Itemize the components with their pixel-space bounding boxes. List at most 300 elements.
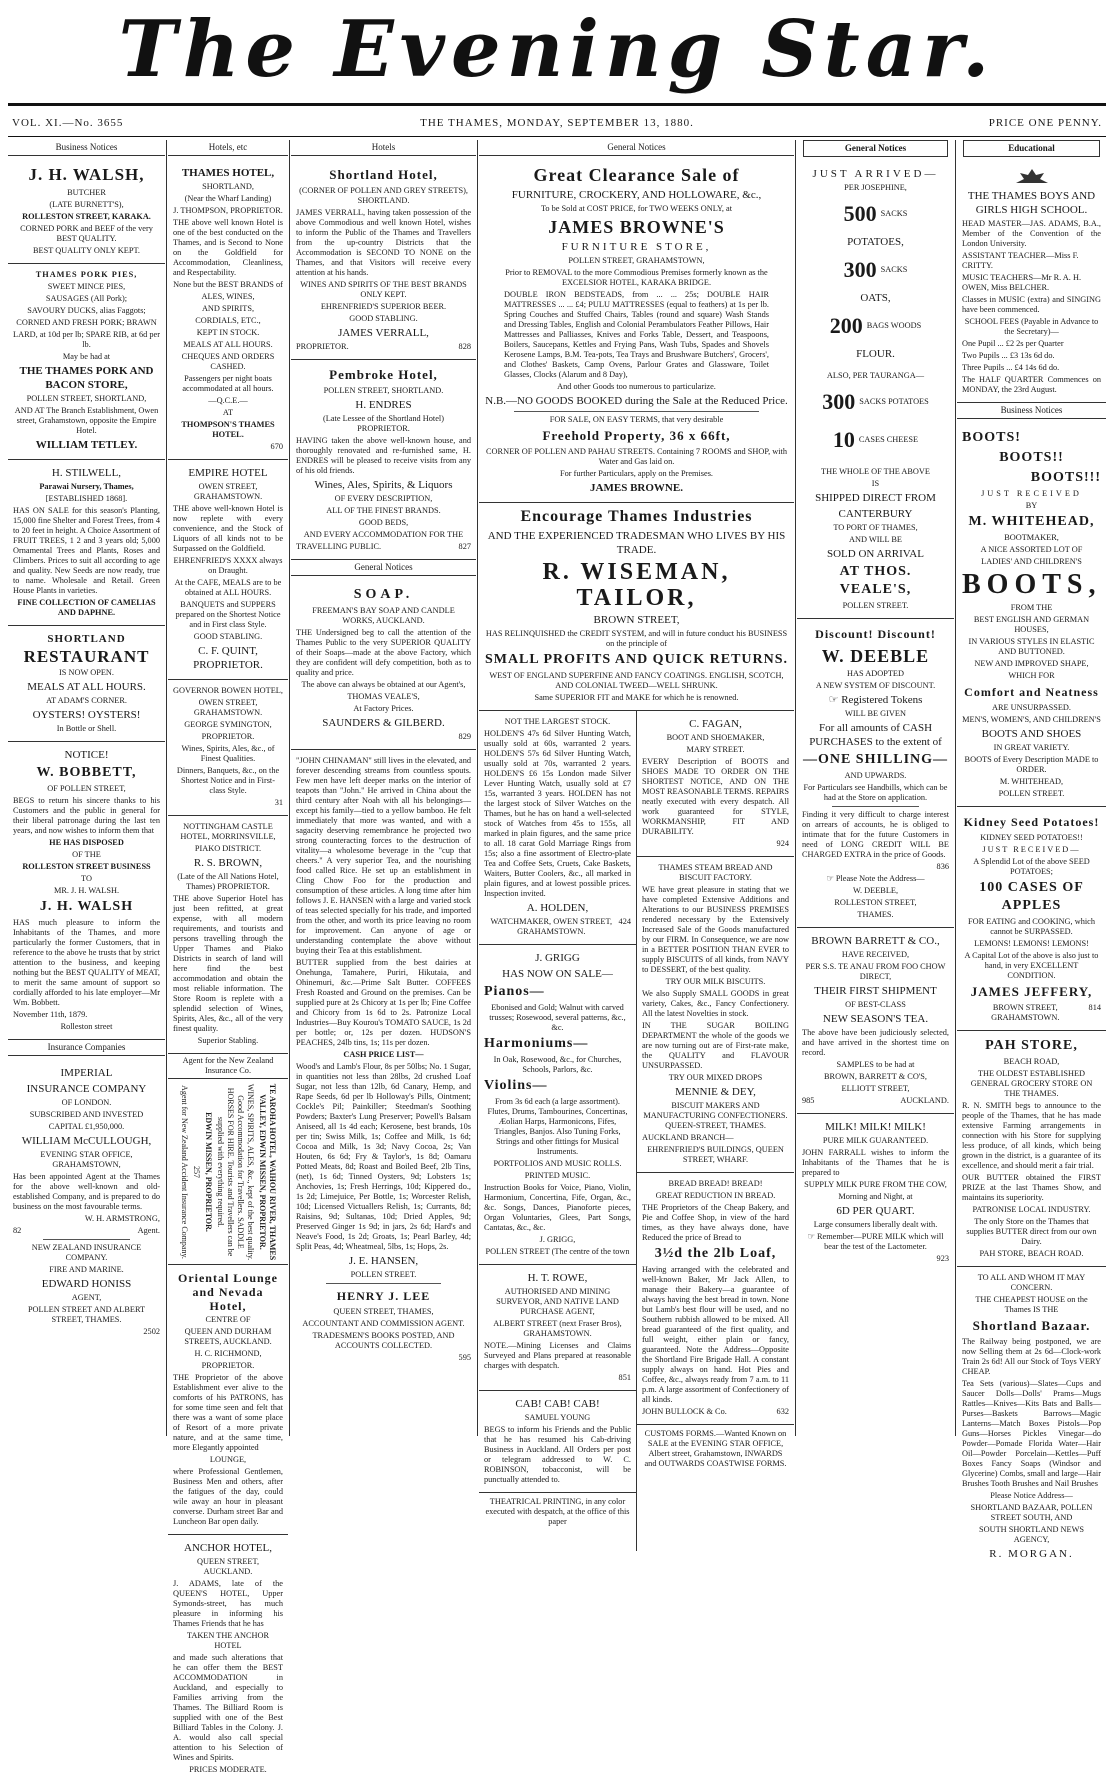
ad-line: AUCKLAND BRANCH—: [642, 1133, 734, 1142]
ad-body: JOHN FARRALL wishes to inform the Inhabitants of the Thames that he is prepared to: [802, 1148, 949, 1177]
ad-line: FIRE AND MARINE.: [49, 1265, 124, 1274]
ad-reference-number: 424: [618, 917, 631, 926]
advertiser-name: C. F. QUINT, PROPRIETOR.: [193, 645, 263, 671]
ad-body: J. ADAMS, late of the QUEEN'S HOTEL, Upper Symonds-street, has much pleasure in informing his Thames Friends that he has: [173, 1579, 283, 1628]
ad-line: (Near the Wharf Landing): [184, 194, 272, 203]
ad-line: CORNED PORK and BEEF of the very BEST QUALITY.: [20, 224, 153, 243]
ad-farrall-milk: [797, 1114, 954, 1271]
masthead-rule: [8, 103, 1106, 106]
ad-heading: SOAP.: [353, 587, 414, 602]
ad-line: Dinners, Banquets, &c., on the Shortest Notice and in First-class Style.: [176, 766, 280, 795]
ad-heading: THE THAMES BOYS AND GIRLS HIGH SCHOOL.: [967, 190, 1096, 216]
unit: BAGS WOODS: [866, 321, 922, 330]
ad-body: IN THE SUGAR BOILING DEPARTMENT the whole of the goods we are now turning out are of First-rate make, the QUALITY and FLAVOUR UNSURPASSED.: [642, 1021, 789, 1070]
ad-te-aroha-hotel: [168, 1079, 288, 1265]
advertiser-name: R. WISEMAN, TAILOR,: [542, 559, 731, 611]
ad-body: HAVING taken the above well-known house, and thoroughly renovated and re-furnished same, H. ENDRES will be pleased to receive visits from any of his old friends.: [296, 436, 471, 475]
ad-line: AUCKLAND.: [900, 1096, 949, 1105]
advertiser-name: H. ENDRES: [355, 399, 412, 411]
ad-line: The only Store on the Thames that supplies BUTTER direct from our own Dairy.: [966, 1217, 1097, 1246]
ad-address: (CORNER OF POLLEN AND GREY STREETS), SHORTLAND.: [299, 186, 468, 205]
ad-reference-number: 923: [936, 1254, 949, 1263]
ad-heading: CAB! CAB! CAB!: [515, 1398, 600, 1410]
ad-line: PRICES MODERATE.: [189, 1765, 267, 1774]
ad-heading: SMALL PROFITS AND QUICK RETURNS.: [484, 652, 789, 667]
ad-heading: BOOTS AND SHOES: [981, 728, 1082, 740]
ad-line: THAMES.: [857, 910, 894, 919]
ad-line: For further Particulars, apply on the Premises.: [560, 469, 713, 478]
ad-line: Agent for the New Zealand Insurance Co.: [168, 1054, 288, 1079]
ad-reference-number: 31: [274, 798, 283, 807]
ad-heading: Oriental Lounge and Nevada Hotel,: [177, 1271, 278, 1313]
column-rule: [289, 140, 290, 1436]
advertiser-name: J. E. HANSEN,: [348, 1255, 419, 1267]
advertiser-name: A. HOLDEN,: [526, 902, 589, 914]
ad-line: [802, 1232, 949, 1252]
ad-heading: SHORTLAND: [47, 633, 126, 645]
ad-heading: Harmoniums—: [484, 1036, 589, 1051]
ad-line: SOLD ON ARRIVAL: [827, 548, 924, 560]
divider: [514, 411, 759, 412]
ad-line: Morning and Night, at: [838, 1192, 913, 1201]
ad-shortland-hotel: [291, 160, 476, 360]
ad-pembroke-hotel: [291, 360, 476, 560]
advertiser-name: J. H. WALSH: [39, 899, 134, 914]
ad-governor-bowen-hotel: [168, 680, 288, 816]
dateline-rule: [8, 136, 1106, 137]
ad-line: Rolleston street: [60, 1022, 113, 1031]
ad-line: THOMPSON'S THAMES HOTEL.: [181, 420, 275, 439]
ad-line: SHIPPED DIRECT FROM: [815, 492, 936, 504]
ad-line: JUST RECEIVED—: [982, 845, 1081, 854]
ad-line: [ESTABLISHED 1868].: [45, 494, 128, 503]
ad-mennie-dey-biscuits: [637, 857, 794, 1173]
advertiser-name: M. WHITEHEAD,: [999, 777, 1064, 786]
ad-line: FOR EATING and COOKING, which cannot be SURPASSED.: [968, 917, 1095, 936]
ad-reference-number: 828: [458, 342, 471, 351]
section-heading: Business Notices: [957, 403, 1106, 419]
produce-line: [802, 195, 949, 233]
ad-line: Agent for New Zealand Accident Insurance Company.: [180, 1084, 189, 1259]
ad-body: THE above Superior Hotel has just been refitted, at great expense, with all modern requirements, and tourists and persons travelling through the Upper Thames and Piako Districts in search of land will here find the best accommodation and obtain the most reliable information. The Store Room is replete with a splendid selection of Wines, Spirits, Ales, &c., all of the very finest quality.: [173, 894, 283, 1033]
ad-brown-barrett-tea: [797, 928, 954, 1114]
ad-line: PER JOSEPHINE,: [844, 183, 907, 192]
advertiser-name: AT THOS. VEALE'S,: [839, 564, 912, 597]
ad-line: OF LONDON.: [61, 1098, 112, 1107]
ad-line: ASSISTANT TEACHER—Miss F. CRITTY.: [962, 251, 1079, 270]
ad-cheap-bakery: [637, 1173, 794, 1425]
ad-line: (Late of the All Nations Hotel, Thames) PROPRIETOR.: [177, 872, 279, 891]
ad-line: A Capital Lot of the above is also just to hand, in very EXCELLENT CONDITION.: [964, 951, 1099, 980]
ad-body: and made such alterations that he can offer them the BEST ACCOMMODATION in Auckland, and especially to Families arriving from the Thames. The Billiard Room is supplied with one of the Best Billiard Tables in the Colony. J. A. would also call special attention to his Selection of Wines and Spirits.: [173, 1653, 283, 1762]
ad-line: AT: [222, 408, 234, 417]
ad-line: PER S.S. TE ANAU FROM FOO CHOW DIRECT,: [805, 962, 946, 981]
ad-heading: NEW SEASON'S TEA.: [822, 1013, 929, 1025]
ad-line: IN GREAT VARIETY.: [993, 743, 1070, 752]
ad-line: OF BEST-CLASS: [845, 1000, 906, 1009]
ad-reference-number: 2502: [143, 1327, 160, 1336]
ad-hansen-grocer: [291, 750, 476, 1370]
ad-line: MR. J. H. WALSH.: [53, 886, 120, 895]
ad-line: A NEW SYSTEM OF DISCOUNT.: [815, 681, 936, 690]
ad-heading: THE THAMES PORK AND BACON STORE,: [19, 365, 154, 391]
ad-body: WE have great pleasure in stating that we have completed Extensive Additions and Alterations to our BUSINESS PREMISES rendered necessary by the Extensively Increased Sale of the Goods manufactured by our FIRM. In Consequence, we are now in a BETTER POSITION THAN EVER to supply BISCUITS of all kinds, from NAVY to DESSERT, of the best quality.: [642, 885, 789, 974]
ad-line: May be had at: [62, 352, 111, 361]
ad-line: AND WILL BE: [849, 535, 902, 544]
advertiser-name: H. C. RICHMOND,: [194, 1349, 262, 1358]
ad-oriental-lounge: [168, 1265, 288, 1535]
unit: SACKS POTATOES: [859, 397, 929, 406]
ad-line: For all amounts of CASH PURCHASES to the extent of: [809, 722, 942, 748]
ad-line: TO: [81, 874, 92, 883]
ad-reference-number: 924: [776, 839, 789, 848]
two-column-block: [479, 711, 794, 1551]
ad-heading: Shortland Bazaar.: [972, 1318, 1091, 1333]
ad-line: OF THE: [72, 850, 101, 859]
ad-line: THE CHEAPEST HOUSE on the Thames IS THE: [975, 1295, 1088, 1314]
section-heading: General Notices: [803, 140, 948, 157]
advertiser-name: EDWIN MISSEN, PROPRIETOR.: [204, 1111, 213, 1232]
ad-line: BANQUETS and SUPPERS prepared on the Shortest Notice and in First class Style.: [175, 600, 281, 629]
ad-address: POLLEN STREET.: [998, 789, 1065, 798]
ad-body: BUTTER supplied from the best dairies at Onehunga, Tamahere, Puriri, Hikutaia, and Ohinemuri, &c.—Prime Salt Butter. COFFEES Fresh Roasted and Ground on the premises. Can be supplied pure at 2s Chicory at 1s per lb; Fine Coffee and Chicory from 1s 6d to 2s. Patronize Local Industries—Buy Kourou's TOMATO SAUCE, 1s 2d per bottle; or, 12s per dozen. HUDSON'S PEACHES, 24lb tins, 1s; 11s per dozen.: [296, 958, 471, 1047]
advertiser-name: SAUNDERS & GILBERD.: [322, 717, 445, 729]
ad-empire-hotel: [168, 460, 288, 680]
ad-line: POTATOES,: [847, 236, 904, 248]
pointing-hand-icon: ☞: [807, 1232, 817, 1241]
ad-reference-number: 670: [270, 442, 283, 451]
ad-line: FOR SALE, ON EASY TERMS, that very desirable: [549, 415, 724, 424]
ad-line: AND THE EXPERIENCED TRADESMAN WHO LIVES BY HIS TRADE.: [487, 530, 786, 556]
ad-line: PROPRIETOR.: [201, 732, 255, 741]
ad-james-browne-clearance: [479, 160, 794, 503]
advertiser-name: R. MORGAN.: [989, 1548, 1074, 1560]
ad-line: THOMAS VEALE'S,: [347, 692, 420, 701]
ad-line: ACCOUNTANT AND COMMISSION AGENT.: [302, 1319, 465, 1328]
ad-line: Same SUPERIOR FIT and MAKE for which he is renowned.: [534, 693, 739, 702]
ad-body: Ebonised and Gold; Walnut with carved trusses; Rosewood, several patterns, &c., &c.: [489, 1003, 626, 1032]
ad-line: CORDIALS, ETC.,: [195, 316, 261, 325]
divider: [326, 1283, 441, 1284]
ad-freemans-bay-soap: [291, 580, 476, 750]
ad-line: AND EVERY ACCOMMODATION FOR THE: [303, 530, 464, 539]
ad-line: ROLLESTON STREET BUSINESS: [22, 862, 151, 871]
ad-reference-number: 836: [936, 862, 949, 871]
ad-line: AND AT The Branch Establishment, Owen street, Grahamstown, opposite the Empire Hotel.: [14, 406, 159, 435]
ad-bobbett-notice: [8, 742, 165, 1040]
ad-heading: CASH PRICE LIST—: [343, 1050, 424, 1059]
quantity: 10: [832, 427, 855, 452]
ad-shortland-bazaar: [957, 1267, 1106, 1568]
ad-line: (Late Lessee of the Shortland Hotel) PROPRIETOR.: [323, 414, 444, 433]
newspaper-title: The Evening Star.: [118, 4, 996, 95]
ad-address: SHORTLAND,: [202, 182, 254, 191]
ad-heading: NOTTINGHAM CASTLE HOTEL, MORRINSVILLE,: [180, 822, 276, 841]
ad-line: BROWN, BARRETT & CO'S,: [824, 1072, 927, 1081]
ad-heading: Shortland Hotel,: [329, 167, 438, 182]
ad-address: SHORTLAND BAZAAR, POLLEN STREET SOUTH, AND: [970, 1503, 1093, 1522]
ad-line: HEAD MASTER—JAS. ADAMS, B.A., Member of the Convention of the London University.: [962, 219, 1101, 248]
ad-body: DOUBLE IRON BEDSTEADS, from ... ... 25s; DOUBLE HAIR MATTRESSES ... ... £4; PULU MATTRESSES (equal to feathers) at 1s per lb. Spring Couches and Stuffed Chairs, Tables (round and square) Wash Stands and Dressing Tables, English and Colonial Perambulators Feather Pillows, Hair Mattresses and Palliasses, Knives and Forks Table, Dessert, and Teaspoons, Boilers, Saucepans, Kettles and Frying Pans, Wash Tubs, Spades and Shovels Kerosene Lamps, B.M. Tea-pots, Tea Trays and Brushware Butchers', Grocers', and Clothes' Baskets, Camp Ovens, Parlour Grates and Glassware, Toilet Glasses, Clocks (Alarum and 8 Day),: [504, 290, 769, 379]
ad-jeffery-potatoes: [957, 807, 1106, 1031]
ad-line: AND UPWARDS.: [844, 771, 907, 780]
ad-line: And other Goods too numerous to particularize.: [557, 382, 716, 391]
ad-heading: Kidney Seed Potatoes!: [963, 815, 1100, 829]
ad-line: CAPITAL £1,950,000.: [48, 1122, 125, 1131]
ad-line: CENTRE OF: [205, 1315, 251, 1324]
ad-body: AUTHORISED AND MINING SURVEYOR, AND NATIVE LAND PURCHASE AGENT,: [496, 1287, 619, 1316]
crest-icon: [1012, 167, 1052, 187]
ad-line: GOOD BEDS,: [358, 518, 409, 527]
fee-row: One Pupil ... £2 2s per Quarter: [962, 339, 1064, 348]
quantity: 500: [843, 201, 877, 226]
ad-signature: W. H. ARMSTRONG,: [84, 1214, 160, 1223]
ad-body: THE above well known Hotel is one of the best conducted on the Thames, and is Second to None on the Goldfield for Accommodation, Cleanliness, and Respectability.: [173, 218, 283, 277]
ad-address: OWEN STREET, GRAHAMSTOWN.: [193, 482, 263, 501]
column-general-notices-produce: [797, 140, 954, 1436]
ad-line: IS: [871, 479, 880, 488]
ad-line: Wines, Spirits, Ales, &c., of Finest Qualities.: [181, 744, 275, 763]
ad-body: THE Proprietors of the Cheap Bakery, and Pie and Coffee Shop, in view of the hard times, as they have always done, have Reduced the price of Bread to: [642, 1203, 789, 1242]
ad-line: HAS ADOPTED: [847, 669, 904, 678]
advertiser-name: J. THOMPSON, PROPRIETOR.: [173, 206, 283, 215]
ad-heading: Parawai Nursery, Thames,: [39, 482, 134, 491]
ad-line: AT ADAM'S CORNER.: [46, 696, 127, 705]
dateline: [8, 113, 1106, 135]
ad-reference-number: 851: [618, 1373, 631, 1382]
ad-body: We also Supply SMALL GOODS in great variety, Cakes, &c., Fancy Confectionery. All the latest Novelties in stock.: [642, 989, 789, 1018]
ad-line: CHEQUES AND ORDERS CASHED.: [181, 352, 275, 371]
ad-line-text: Please Note the Address—: [835, 874, 925, 883]
ad-veale-produce: [797, 161, 954, 619]
ad-heading: GOVERNOR BOWEN HOTEL,: [173, 686, 283, 695]
advertiser-name: J. GRIGG,: [539, 1235, 576, 1244]
ad-heading: PAH STORE,: [985, 1038, 1078, 1053]
ad-line: At the CAFE, MEALS are to be obtained at ALL HOURS.: [174, 578, 282, 597]
ad-line: AND SPIRITS,: [201, 304, 255, 313]
ad-line: TAKEN THE ANCHOR HOTEL: [186, 1631, 270, 1650]
ad-heading: TE AROHA HOTEL, WAIHOU RIVER, THAMES VALLEY, EDWIN MISSEN, PROPRIETOR.: [258, 1083, 277, 1260]
ad-address: OWEN STREET, GRAHAMSTOWN.: [193, 698, 263, 717]
ad-line: BEST ENGLISH AND GERMAN HOUSES,: [973, 615, 1090, 634]
ad-nottingham-castle-hotel: [168, 816, 288, 1054]
ad-body: HAS ON SALE for this season's Planting, 15,000 fine Shelter and Forest Trees, from 4 to 20 feet in height. A Choice Assortment of FRUIT TREES, 1 2 and 3 years old; 5,000 Ornamental Trees and Plants, Roses and Climbers. Prices to suit all according to age and quality. New Seeds are now ready, true to name. Wholesale and Retail. Green House Plants in varieties.: [13, 506, 160, 595]
column-hotels-etc: [168, 140, 288, 1774]
ad-whitehead-boots: [957, 423, 1106, 807]
advertiser-name: JOHN BULLOCK & Co.: [642, 1407, 727, 1416]
ad-address: BROWN STREET, GRAHAMSTOWN.: [991, 1003, 1060, 1022]
issue-date: THE THAMES, MONDAY, SEPTEMBER 13, 1880.: [420, 117, 694, 129]
ad-heading: BOOTS!!!: [1030, 470, 1101, 485]
masthead: [0, 0, 1114, 100]
ad-address: BROWN STREET,: [593, 614, 680, 626]
ad-theatrical-printing: THEATRICAL PRINTING, in any color executed with despatch, at the office of this paper: [485, 1497, 630, 1526]
ad-line: Please Notice Address—: [990, 1491, 1073, 1500]
ad-line: PURE MILK GUARANTEED.: [822, 1136, 929, 1145]
ad-line: FREEMAN'S BAY SOAP AND CANDLE WORKS, AUCKLAND.: [312, 606, 455, 625]
ad-address: ROLLESTON STREET,: [834, 898, 917, 907]
divider: [43, 1239, 130, 1240]
ad-heading: INSURANCE COMPANY: [26, 1083, 147, 1095]
ad-line: WHICH FOR: [1008, 671, 1055, 680]
ad-heading: Freehold Property, 36 x 66ft,: [542, 428, 731, 443]
ad-line: (LATE BURNETT'S),: [49, 200, 124, 209]
advertiser-name: SAMUEL YOUNG: [524, 1413, 591, 1422]
advertiser-name: J. GRIGG: [535, 952, 580, 964]
advertiser-name: JAMES BROWNE'S: [548, 217, 725, 237]
advertiser-name: BROWN BARRETT & CO.,: [811, 935, 940, 947]
ad-heading: BOOTS!: [962, 430, 1021, 445]
ad-heading: THAMES STEAM BREAD AND BISCUIT FACTORY.: [658, 863, 773, 882]
ad-line: IS NOW OPEN.: [59, 668, 114, 677]
ad-line: HAVE RECEIVED,: [841, 950, 910, 959]
ad-grigg-music: [479, 945, 636, 1265]
ad-reference-number: 632: [776, 1407, 789, 1416]
column-rule: [166, 140, 167, 1436]
column-business-notices: [8, 140, 165, 1436]
ad-body: WINES, SPIRITS, ALES, &c., kept of the best quality. Good Accommodation for Travellers. SADDLE HORSES FOR HIRE. Tourists and Travellers can be supplied with everything required.: [216, 1083, 255, 1260]
advertiser-name: JAMES JEFFERY,: [970, 984, 1093, 999]
ad-heading: NEW ZEALAND INSURANCE COMPANY.: [31, 1243, 142, 1262]
ad-address: POLLEN STREET, SHORTLAND.: [323, 386, 444, 395]
ad-heading: JUST ARRIVED—: [812, 168, 939, 180]
ad-line: PORTFOLIOS AND MUSIC ROLLS.: [493, 1159, 622, 1168]
ad-line: WEST OF ENGLAND SUPERFINE AND FANCY COATINGS. ENGLISH, SCOTCH, AND COLONIAL TWEED—WELL SHRUNK.: [489, 671, 784, 690]
ad-body: In Oak, Rosewood, &c., for Churches, Schools, Parlors, &c.: [493, 1055, 622, 1074]
ad-line: LADIES' AND CHILDREN'S: [981, 557, 1082, 566]
column-hotels: [291, 140, 476, 1436]
ad-heading: —ONE SHILLING—: [802, 752, 949, 767]
advertiser-name: M. WHITEHEAD,: [968, 514, 1095, 529]
ad-thames-hotel: [168, 160, 288, 460]
ad-line: PROPRIETOR.: [296, 342, 349, 351]
ad-line: TRY OUR MIXED DROPS: [668, 1073, 763, 1082]
ad-line: OATS,: [860, 292, 891, 304]
ad-line: CORNER OF POLLEN AND PAHAU STREETS. Containing 7 ROOMS and SHOP, with Water and Gas laid on.: [486, 447, 787, 466]
ad-body: From 3s 6d each (a large assortment). Flutes, Drums, Tambourines, Concertinas, Æolian Harps, Harmonicons, Fifes, Triangles, Banjos. Also Tuning Forks, Strings and other fittings for Musical Instruments.: [487, 1097, 628, 1156]
ad-address: POLLEN STREET.: [842, 601, 909, 610]
ad-line: LEMONS! LEMONS! LEMONS!: [974, 939, 1089, 948]
ad-line: HE HAS DISPOSED: [49, 838, 124, 847]
ad-heading: NOT THE LARGEST STOCK.: [504, 717, 611, 726]
ad-line: FINE COLLECTION OF CAMELIAS AND DAPHNE.: [17, 598, 156, 617]
quantity: 300: [843, 257, 877, 282]
ad-address: ALBERT STREET (next Fraser Bros), GRAHAMSTOWN.: [493, 1319, 622, 1338]
ad-line: Agent.: [137, 1226, 160, 1235]
ad-line: FROM THE: [1010, 603, 1053, 612]
ad-heading: IMPERIAL: [60, 1067, 113, 1079]
ad-line: JUST RECEIVED: [981, 489, 1082, 498]
ad-body: JAMES VERRALL, having taken possession of the above Commodious and well known Hotel, wishes to inform the Public of the Thames and Travellers from the up-country Districts that the Accommodation is SECOND TO NONE on the Thames, and that Visitors will receive every attention at his hands.: [296, 208, 471, 277]
ad-anchor-hotel: [168, 1535, 288, 1782]
ad-body: HOLDEN'S 47s 6d Silver Hunting Watch, usually sold at 60s, warranted 2 years. HOLDEN'S 57s 6d Silver Hunting Watch, usually sold at 70s, warranted 2 years. HOLDEN'S £6 15s London made Silver Lever Hunting Watch, usually sold at £7 15s, warranted 3 years. HOLDEN has not the largest stock of Silver Watches on the Thames, but he has on hand a well-selected stock of Watches from 45s to 155s, all marked in plain figures, and the same price to all. 18 carat Gold Marriage Rings from 15s; also a fine assortment of Electro-plate Tea and Coffee Sets, Cruets, Cake Baskets, Waiters, Butter Coolers, &c., all marked in plain figures, and at lowest possible prices. Inspection invited.: [484, 729, 631, 898]
ad-address: QUEEN AND DURHAM STREETS, AUCKLAND.: [184, 1327, 272, 1346]
ad-line: BISCUIT MAKERS AND MANUFACTURING CONFECTIONERS. QUEEN-STREET, THAMES.: [643, 1101, 788, 1130]
ad-line: EHRENFRIED'S XXXX always on Draught.: [173, 556, 283, 575]
ad-reference-number: 595: [458, 1353, 471, 1362]
unit: CASES CHEESE: [858, 435, 919, 444]
unit: SACKS: [880, 209, 908, 218]
ad-address: POLLEN STREET, SHORTLAND,: [26, 394, 147, 403]
ad-line: EHRENFRIED'S SUPERIOR BEER.: [320, 302, 447, 311]
ad-customs-forms: CUSTOMS FORMS.—Wanted Known on SALE at the EVENING STAR OFFICE, Albert street, Grahamstown, INWARDS and OUTWARDS COASTWISE FORMS.: [644, 1429, 787, 1468]
ad-line: OYSTERS! OYSTERS!: [32, 709, 141, 721]
ad-imperial-insurance: [8, 1060, 165, 1344]
section-heading: Hotels, etc: [168, 140, 288, 156]
ad-line: SWEET MINCE PIES,: [47, 282, 126, 291]
ad-address: ROLLESTON STREET, KARAKA.: [22, 212, 151, 221]
ad-line: ALSO, PER TAURANGA—: [826, 371, 925, 380]
ad-line: To be Sold at COST PRICE, for TWO WEEKS ONLY, at: [540, 204, 733, 213]
ad-body: EVERY Description of BOOTS and SHOES MADE TO ORDER ON THE SHORTEST NOTICE, AND ON THE MOST REASONABLE TERMS. REPAIRS neatly executed with every despatch. All work guaranteed for STYLE, WORKMANSHIP, FIT AND DURABILITY.: [642, 757, 789, 836]
section-heading: General Notices: [479, 140, 794, 156]
section-heading: Educational: [963, 140, 1100, 157]
ad-line: CANTERBURY: [838, 508, 913, 520]
column-rule: [795, 140, 796, 1436]
ad-line: OF POLLEN STREET,: [47, 784, 126, 793]
ad-body: Having arranged with the celebrated and well-known Baker, Mr Jack Allen, to manage their Bakery—a guarantee of always having the best bread in town. None but Lamb's best flour will be used, and no Southern rubbish allowed to be mixed. All bread guaranteed of the first quality, and full weight, either plain or fancy, guaranteed. Note the Address—Opposite the Shortland Fire Brigade Hall. A constant supply always on hand. Hot Pies and Coffee, &c., always ready from 7 a.m. to 11 p.m. A large assortment of Confectionery of all kinds.: [642, 1265, 789, 1404]
ad-heading: 6D PER QUART.: [836, 1205, 915, 1217]
ad-line: KEPT IN STOCK.: [196, 328, 260, 337]
ad-heading: Discount! Discount!: [815, 627, 936, 641]
ad-line: PAH STORE, BEACH ROAD.: [979, 1249, 1084, 1258]
ad-line: MEALS AT ALL HOURS.: [183, 340, 273, 349]
ad-line-text: Remember—PURE MILK which will bear the test of the Lactometer.: [817, 1232, 944, 1251]
ad-line: BY: [1025, 501, 1038, 510]
ad-address: POLLEN STREET.: [350, 1270, 417, 1279]
advertiser-name: R. S. BROWN,: [193, 857, 263, 869]
section-heading: Insurance Companies: [8, 1040, 165, 1056]
ad-line: OF EVERY DESCRIPTION,: [334, 494, 433, 503]
ad-heading: Violins—: [484, 1078, 548, 1093]
ad-line: BEST QUALITY ONLY KEPT.: [32, 246, 141, 255]
ad-line: A NICE ASSORTED LOT OF: [980, 545, 1083, 554]
ad-line: PATRONISE LOCAL INDUSTRY.: [972, 1205, 1091, 1214]
divider: [832, 806, 919, 807]
ad-body: Finding it very difficult to charge interest on arrears of accounts, he is obliged to intimate that for the future Customers in need of LONG CREDIT WILL BE CHARGED EXTRA in the price of Goods.: [802, 810, 949, 859]
issue-price: PRICE ONE PENNY.: [988, 117, 1102, 129]
ad-line: A Splendid Lot of the above SEED POTATOES;: [973, 857, 1090, 876]
ad-body: THE Proprietor of the above Establishment ever alive to the comforts of his PATRONS, has for some time seen and felt that there was a want of some place of Resort of a more private nature, and at the same time, more Elegantly appointed: [173, 1373, 283, 1452]
ad-line: TRAVELLING PUBLIC.: [296, 542, 382, 551]
advertiser-name: C. FAGAN,: [689, 718, 742, 730]
ad-wiseman-tailor: [479, 503, 794, 711]
ad-line: TO PORT OF THAMES,: [833, 523, 918, 532]
ad-body: The above have been judiciously selected, and have arrived in the shortest time on record.: [802, 1028, 949, 1057]
ad-line: SCHOOL FEES (Payable in Advance to the Secretary)—: [964, 317, 1099, 336]
ad-line: In Bottle or Shell.: [56, 724, 117, 733]
ad-line: FLOUR.: [856, 348, 895, 360]
ad-line: SUPPLY MILK PURE FROM THE COW,: [804, 1180, 947, 1189]
advertiser-name: JAMES BROWNE.: [590, 482, 683, 494]
ad-line: THE WHOLE OF THE ABOVE: [821, 467, 930, 476]
produce-line: [802, 251, 949, 289]
ad-address: BEACH ROAD,: [1003, 1057, 1060, 1066]
advertiser-name: MENNIE & DEY,: [675, 1086, 756, 1098]
ad-address: ELLIOTT STREET,: [841, 1084, 910, 1093]
ad-heading: Pianos—: [484, 984, 545, 999]
fee-row: Two Pupils ... £3 13s 6d do.: [962, 351, 1055, 360]
ad-body: BEGS to inform his Friends and the Public that he has resumed his Cab-driving Business in Auckland. All Orders per post or telegram addressed to W. C. ROBINSON, tobacconist, will be punctually attended to.: [484, 1425, 631, 1484]
ad-line: [802, 874, 949, 884]
ad-line: BOOTS of Every Description MADE to ORDER.: [964, 755, 1099, 774]
ad-heading: ANCHOR HOTEL,: [184, 1542, 272, 1554]
ad-line: GOOD STABLING.: [349, 314, 418, 323]
ad-body: The Railway being postponed, we are now Selling them at 2s 6d—Clock-work Train 2s 6d! All our Stock of Toys VERY CHEAP.: [962, 1337, 1101, 1376]
ad-line: MEN'S, WOMEN'S, AND CHILDREN'S: [962, 715, 1101, 724]
ad-body: THE above well-known Hotel is now replete with every convenience, and the Stock of Liquors of all kinds not to be Surpassed on the Goldfield.: [173, 504, 283, 553]
section-heading: Business Notices: [8, 140, 165, 156]
